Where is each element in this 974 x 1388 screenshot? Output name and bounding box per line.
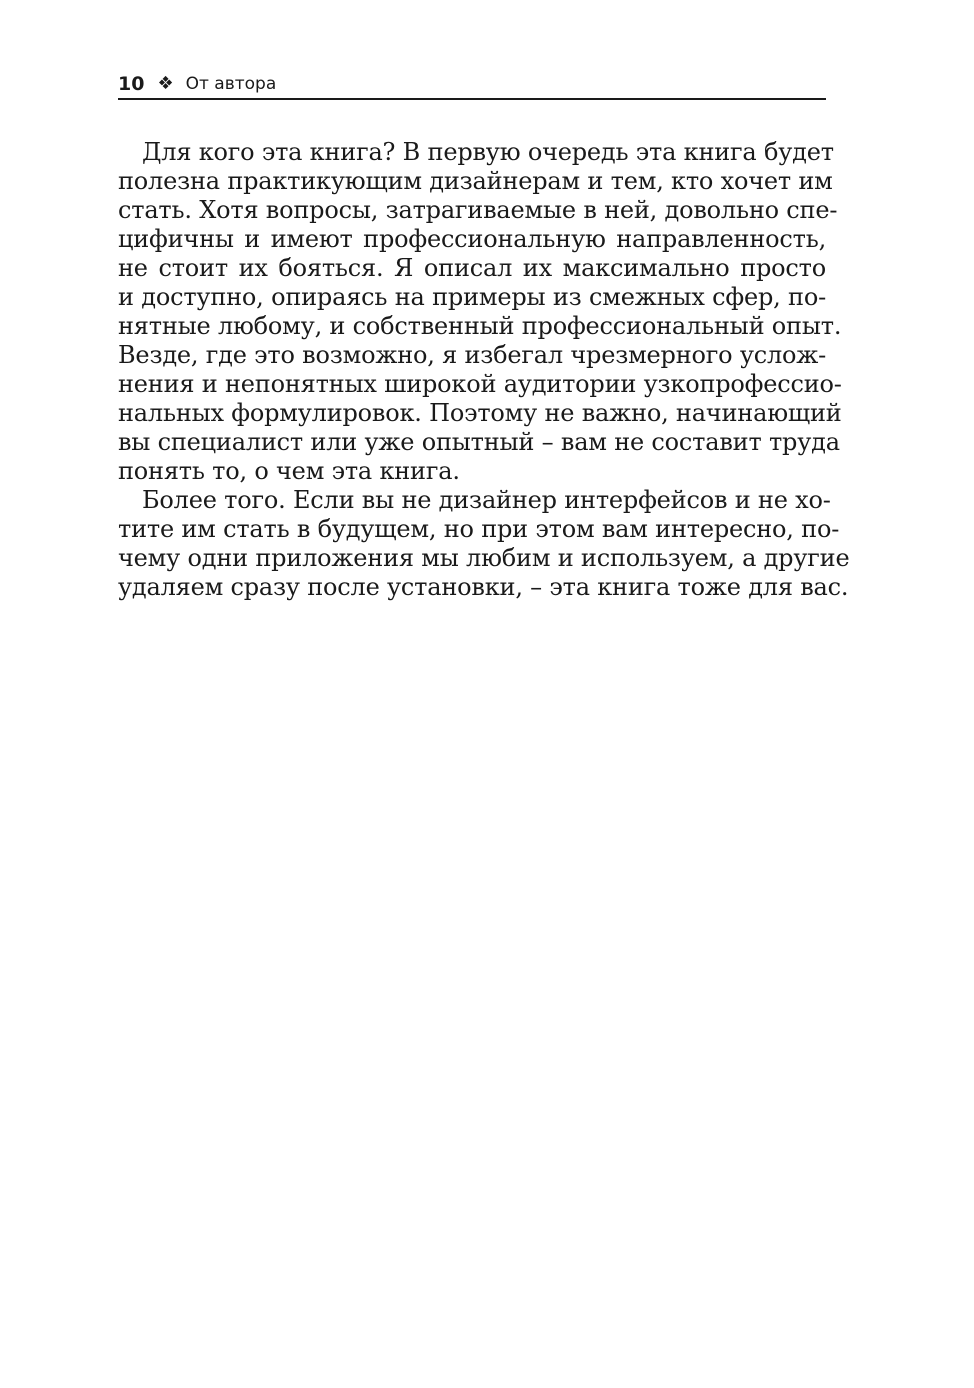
text-line: Более того. Если вы не дизайнер интерфейсов и не хо- bbox=[142, 486, 831, 514]
body-text bbox=[118, 138, 850, 602]
text-line: стать. Хотя вопросы, затрагиваемые в ней, довольно спе- bbox=[118, 196, 838, 224]
text-line: удаляем сразу после установки, – эта книга тоже для вас. bbox=[118, 573, 849, 601]
running-title: От автора bbox=[185, 74, 277, 94]
text-line: понять то, о чем эта книга. bbox=[118, 457, 460, 485]
paragraph-2 bbox=[118, 486, 850, 602]
text-line: нения и непонятных широкой аудитории узкопрофессио- bbox=[118, 370, 842, 398]
text-line: тите им стать в будущем, но при этом вам интересно, по- bbox=[118, 515, 840, 543]
text-line: цифичны и имеют профессиональную направленность, bbox=[118, 225, 826, 253]
text-line: и доступно, опираясь на примеры из смежных сфер, по- bbox=[118, 283, 826, 311]
text-line: вы специалист или уже опытный – вам не составит труда bbox=[118, 428, 840, 456]
text-line: не стоит их бояться. Я описал их максимально просто bbox=[118, 254, 826, 282]
text-line: чему одни приложения мы любим и используем, а другие bbox=[118, 544, 850, 572]
page-header bbox=[118, 70, 826, 100]
text-line: полезна практикующим дизайнерам и тем, кто хочет им bbox=[118, 167, 833, 195]
page-number: 10 bbox=[118, 73, 145, 95]
text-line: Везде, где это возможно, я избегал чрезмерного услож- bbox=[118, 341, 827, 369]
ornament-icon: ❖ bbox=[157, 73, 174, 94]
text-line: нятные любому, и собственный профессиональный опыт. bbox=[118, 312, 842, 340]
paragraph-1 bbox=[118, 138, 842, 486]
text-line: Для кого эта книга? В первую очередь эта книга будет bbox=[142, 138, 834, 166]
text-line: нальных формулировок. Поэтому не важно, начинающий bbox=[118, 399, 842, 427]
